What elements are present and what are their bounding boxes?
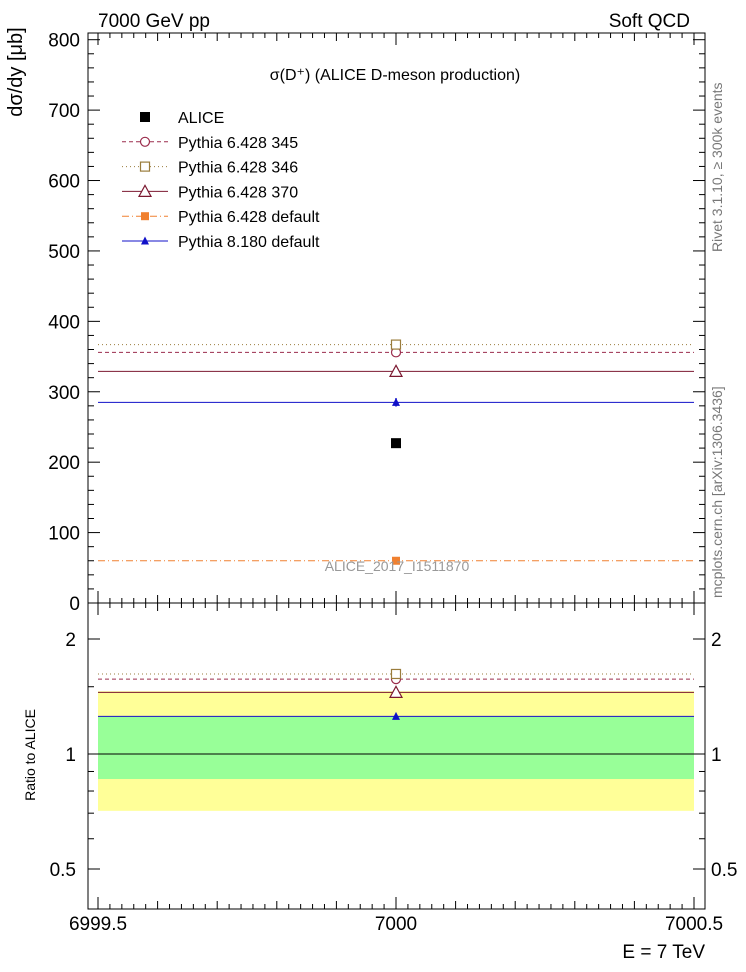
ratio-tick-label-right: 0.5 [711,860,738,881]
ratio-tick-label-left: 1 [65,745,76,766]
analysis-watermark: ALICE_2017_I1511870 [324,558,470,574]
ratio-tick-label-left: 0.5 [49,860,76,881]
y-tick-label: 700 [48,101,80,123]
p346-ratio-marker [392,669,401,678]
legend-marker-p6def [141,212,149,220]
chart-title: σ(D⁺) (ALICE D-meson production) [269,67,521,84]
y-tick-label: 500 [48,241,80,263]
x-tick-label: 7000 [374,914,418,935]
y-tick-label: 200 [48,453,80,475]
x-tick-label: 6999.5 [68,914,128,935]
ratio-tick-label-right: 1 [711,745,722,766]
ratio-band-inner [98,717,694,779]
legend [122,110,320,251]
alice-main-marker [391,438,401,448]
legend-label-p8def: Pythia 8.180 default [178,234,320,251]
legend-label-p345: Pythia 6.428 345 [178,134,299,152]
y-tick-label: 800 [48,30,80,52]
legend-label-p346: Pythia 6.428 346 [178,159,299,177]
legend-marker-p345 [141,137,150,146]
mcplots-text: mcplots.cern.ch [arXiv:1306.3436] [709,386,725,598]
ratio-tick-label-left: 2 [65,630,76,651]
header-left: 7000 GeV pp [98,11,210,32]
y-tick-label: 400 [48,312,80,334]
rivet-version-text: Rivet 3.1.10, ≥ 300k events [709,82,725,252]
y-tick-label: 600 [48,171,80,193]
legend-marker-alice [140,112,150,122]
p346-main-marker [392,340,401,349]
legend-label-p370: Pythia 6.428 370 [178,184,299,202]
x-axis-label: E = 7 TeV [622,942,705,963]
ratio-tick-label-right: 2 [711,630,722,651]
legend-marker-p346 [141,162,150,171]
y-tick-label: 100 [48,523,80,545]
header-right: Soft QCD [608,11,690,32]
legend-label-p6def: Pythia 6.428 default [178,209,320,227]
y-axis-label [5,27,27,116]
legend-label-alice: ALICE [178,110,225,127]
y-axis-label-text: dσ/dy [μb] [5,27,27,117]
y-tick-label: 0 [69,594,80,615]
y-tick-label: 300 [48,382,80,404]
x-tick-label: 7000.5 [664,914,724,935]
ratio-y-axis-label: Ratio to ALICE [22,709,38,801]
